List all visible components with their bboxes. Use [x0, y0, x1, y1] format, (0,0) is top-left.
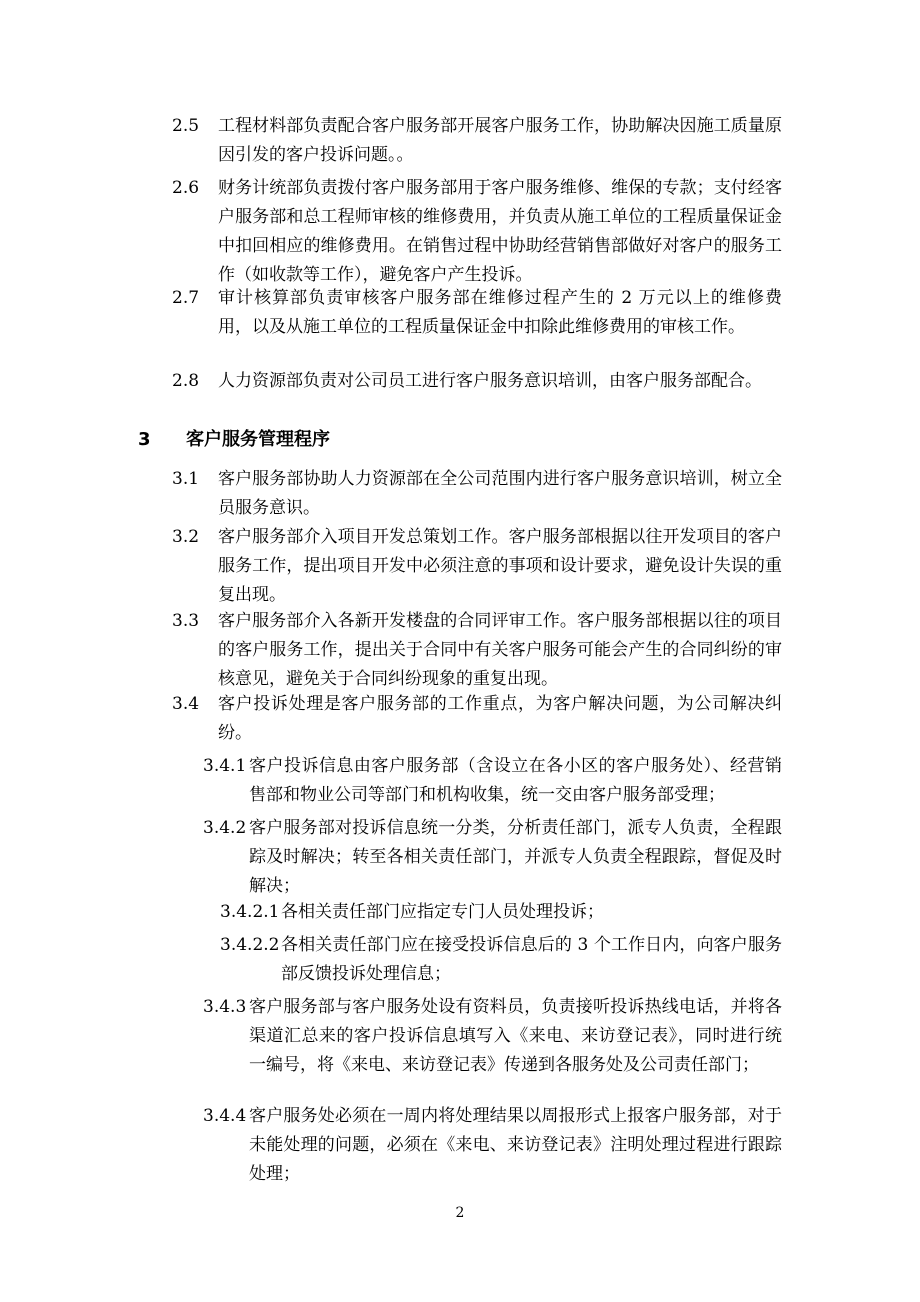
section-title: 客户服务管理程序 [186, 429, 330, 450]
clause-text: 工程材料部负责配合客户服务部开展客户服务工作，协助解决因施工质量原因引发的客户投诉问题。。 [218, 116, 782, 165]
clause-number: 2.6 [172, 178, 200, 198]
clause-3-4-2-2 [220, 931, 782, 989]
clause-3-4-3 [203, 993, 782, 1080]
clause-2-7 [172, 284, 782, 342]
clause-number: 2.5 [172, 116, 200, 136]
clause-number: 3.1 [172, 469, 200, 489]
clause-3-4-4 [203, 1102, 782, 1189]
clause-text: 审计核算部负责审核客户服务部在维修过程产生的 2 万元以上的维修费用，以及从施工单位的工程质量保证金中扣除此维修费用的审核工作。 [218, 288, 782, 337]
clause-number: 3.3 [172, 611, 200, 631]
clause-number: 3.4.3 [203, 997, 247, 1017]
clause-number: 2.7 [172, 288, 200, 308]
clause-text: 客户服务处必须在一周内将处理结果以周报形式上报客户服务部，对于未能处理的问题，必须在《来电、来访登记表》注明处理过程进行跟踪处理； [249, 1106, 782, 1184]
clause-number: 2.8 [172, 371, 200, 391]
clause-text: 客户服务部对投诉信息统一分类，分析责任部门，派专人负责，全程跟踪及时解决；转至各相关责任部门，并派专人负责全程跟踪，督促及时解决； [249, 818, 782, 896]
clause-text: 客户投诉信息由客户服务部（含设立在各小区的客户服务处）、经营销售部和物业公司等部门和机构收集，统一交由客户服务部受理； [249, 756, 782, 805]
clause-text: 各相关责任部门应指定专门人员处理投诉； [281, 902, 604, 922]
clause-3-4 [172, 690, 782, 748]
section-number: 3 [138, 429, 151, 450]
clause-text: 各相关责任部门应在接受投诉信息后的 3 个工作日内，向客户服务部反馈投诉处理信息； [281, 935, 782, 984]
clause-text: 客户投诉处理是客户服务部的工作重点，为客户解决问题，为公司解决纠纷。 [218, 694, 782, 743]
clause-number: 3.4.4 [203, 1106, 247, 1126]
clause-number: 3.4.2.1 [220, 902, 280, 922]
clause-text: 客户服务部介入项目开发总策划工作。客户服务部根据以往开发项目的客户服务工作，提出项目开发中必须注意的事项和设计要求，避免设计失误的重复出现。 [218, 527, 782, 605]
clause-number: 3.4 [172, 694, 200, 714]
clause-3-3 [172, 607, 782, 694]
page-number: 2 [455, 1205, 465, 1221]
clause-number: 3.4.1 [203, 756, 247, 776]
clause-3-2 [172, 523, 782, 610]
clause-2-6 [172, 174, 782, 290]
clause-text: 客户服务部与客户服务处设有资料员，负责接听投诉热线电话，并将各渠道汇总来的客户投诉信息填写入《来电、来访登记表》，同时进行统一编号，将《来电、来访登记表》传递到各服务处及公司责任部门； [249, 997, 782, 1075]
clause-number: 3.2 [172, 527, 200, 547]
clause-text: 客户服务部协助人力资源部在全公司范围内进行客户服务意识培训，树立全员服务意识。 [218, 469, 782, 518]
clause-text: 客户服务部介入各新开发楼盘的合同评审工作。客户服务部根据以往的项目的客户服务工作，提出关于合同中有关客户服务可能会产生的合同纠纷的审核意见，避免关于合同纠纷现象的重复出现。 [218, 611, 782, 689]
clause-3-4-2 [203, 814, 782, 901]
clause-number: 3.4.2.2 [220, 935, 280, 955]
section-heading [138, 425, 330, 454]
clause-2-8 [172, 367, 782, 396]
clause-3-1 [172, 465, 782, 523]
clause-3-4-1 [203, 752, 782, 810]
clause-2-5 [172, 112, 782, 170]
clause-text: 人力资源部负责对公司员工进行客户服务意识培训，由客户服务部配合。 [218, 371, 762, 391]
clause-text: 财务计统部负责拨付客户服务部用于客户服务维修、维保的专款；支付经客户服务部和总工程师审核的维修费用，并负责从施工单位的工程质量保证金中扣回相应的维修费用。在销售过程中协助经营销售部做好对客户的服务工作（如收款等工作），避免客户产生投诉。 [218, 178, 782, 285]
clause-number: 3.4.2 [203, 818, 247, 838]
clause-3-4-2-1 [220, 898, 780, 927]
